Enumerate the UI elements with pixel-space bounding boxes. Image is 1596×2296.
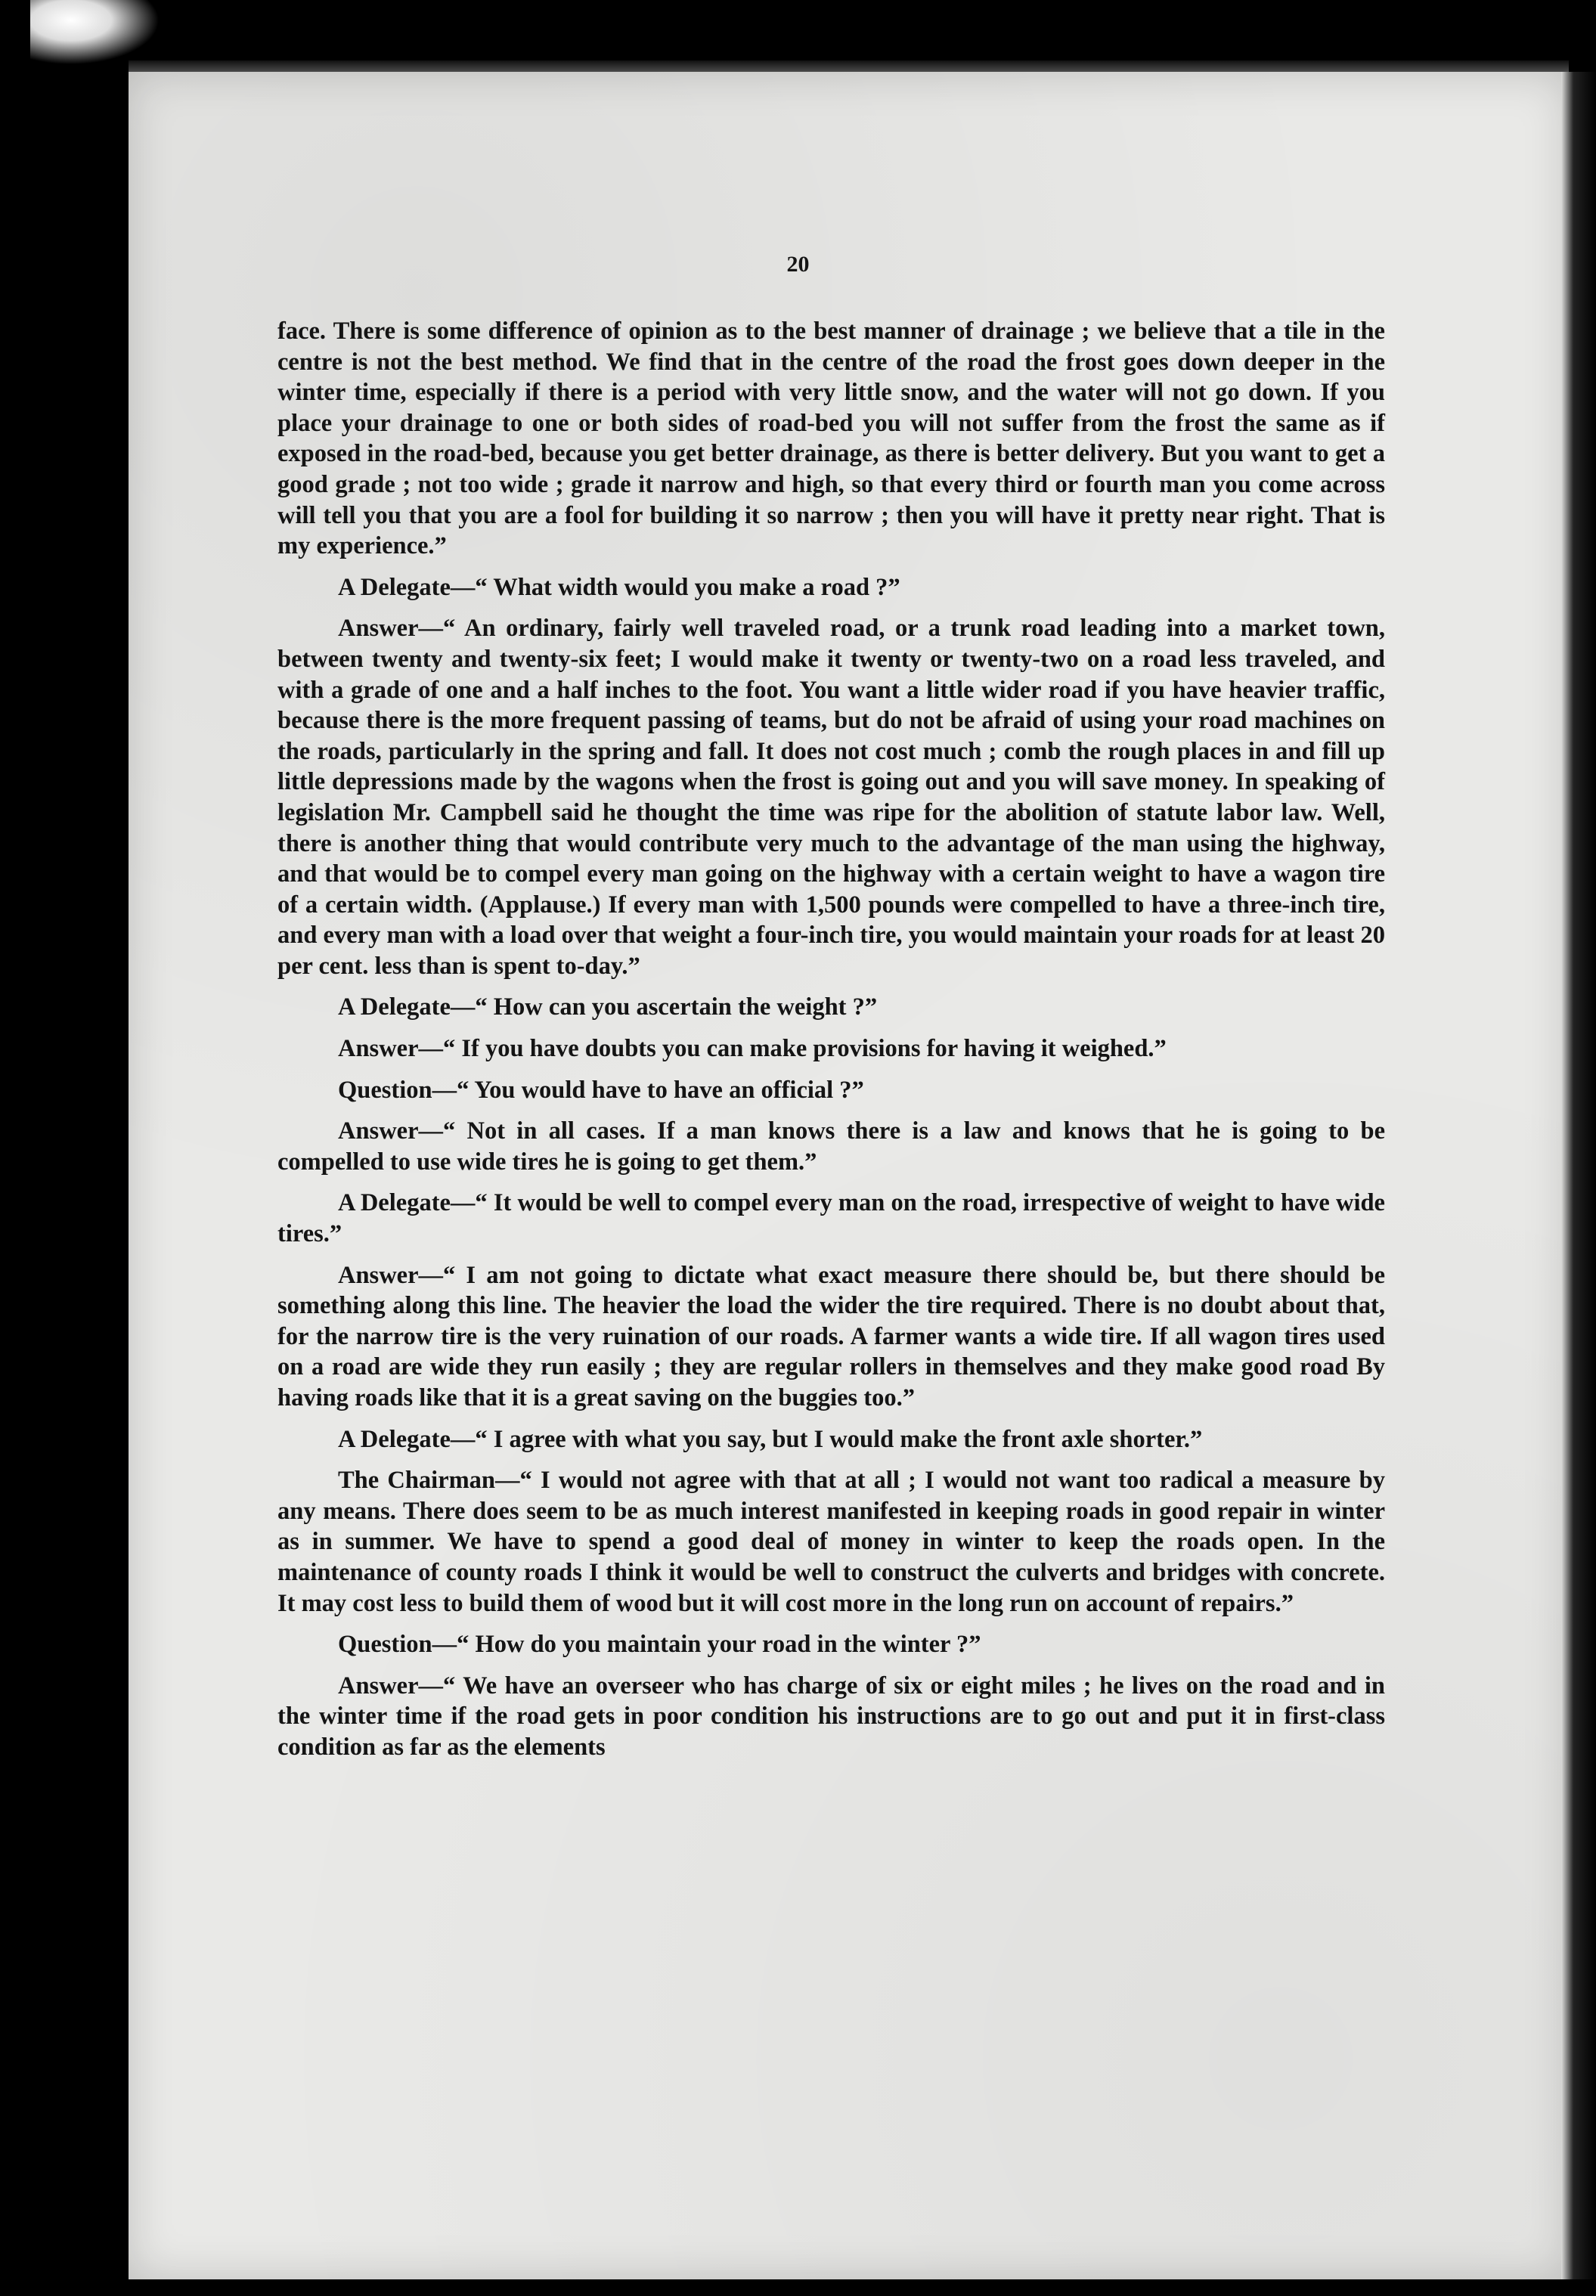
paragraph-11: The Chairman—“ I would not agree with that at all ; I would not want too radical a measure by any means. There does seem to be as much interest manifested in keeping roads in good repair in winter as in summer. We have to spend a good deal of money in winter to keep the roads open. In the maintenance of county roads I think it would be well to construct the culverts and bridges with concrete. It may cost less to build them of wood but it will cost more in the long run on account of repairs.” [277, 1467, 1385, 1617]
paragraph-4: A Delegate—“ How can you ascertain the weight ?” [338, 993, 878, 1021]
paragraph-3: Answer—“ An ordinary, fairly well traveled road, or a trunk road leading into a market town, between twenty and twenty-six feet; I would make it twenty or twenty-two on a road less traveled, and with a grade of one and a half inches to the foot. You want a little wider road if you have heavier traffic, because there is the more frequent passing of teams, but do not be afraid of using your road machines on the roads, particularly in the spring and fall. It does not cost much ; comb the rough places in and fill up little depressions made by the wagons when the frost is going out and you will save money. In speaking of legislation Mr. Campbell said he thought the time was ripe for the abolition of statute labor law. Well, there is another thing that would contribute very much to the advantage of the man using the highway, and that would be to compel every man going on the highway with a certain weight to have a wagon tire of a certain width. (Applause.) If every man with 1,500 pounds were compelled to have a three-inch tire, and every man with a load over that weight a four-inch tire, you would maintain your roads for at least 20 per cent. less than is spent to-day.” [277, 615, 1385, 980]
paragraph-10: A Delegate—“ I agree with what you say, but I would make the front axle shorter.” [338, 1425, 1203, 1453]
scan-corner-tear [30, 0, 166, 68]
paragraph-1: face. There is some difference of opinion as to the best manner of drainage ; we believe that a tile in the centre is not the best method. We find that in the centre of the road the frost goes down deeper in the winter time, especially if there is a period with very little snow, and the water will not go down. If you place your drainage to one or both sides of road-bed you will not suffer from the frost the same as if exposed in the road-bed, because you get better drainage, as there is better delivery. But you want to get a good grade ; not too wide ; grade it narrow and high, so that every third or fourth man you come across will tell you that you are a fool for building it so narrow ; then you will have it pretty near right. That is my experience.” [277, 318, 1385, 560]
paragraph-13: Answer—“ We have an overseer who has charge of six or eight miles ; he lives on the road and in the winter time if the road gets in poor condition his instructions are to go out and put it in first-class condition as far as the elements [277, 1672, 1385, 1761]
paragraph-12: Question—“ How do you maintain your road in the winter ?” [338, 1631, 981, 1659]
paragraph-6: Question—“ You would have to have an official ?” [338, 1076, 864, 1104]
paragraph-5: Answer—“ If you have doubts you can make provisions for having it weighed.” [338, 1035, 1167, 1063]
paragraph-7: Answer—“ Not in all cases. If a man knows there is a law and knows that he is going to be compelled to use wide tires he is going to get them.” [277, 1117, 1385, 1176]
paragraph-8: A Delegate—“ It would be well to compel every man on the road, irrespective of weight to have wide tires.” [277, 1189, 1385, 1248]
page-number: 20 [786, 252, 810, 277]
page-text-body [277, 316, 1385, 1774]
paragraph-2: A Delegate—“ What width would you make a road ?” [338, 573, 900, 601]
paragraph-9: Answer—“ I am not going to dictate what exact measure there should be, but there should be something along this line. The heavier the load the wider the tire required. There is no doubt about that, for the narrow tire is the very ruination of our roads. A farmer wants a wide tire. If all wagon tires used on a road are wide they run easily ; they are regular rollers in themselves and they make good road By having roads like that it is a great saving on the buggies too.” [277, 1261, 1385, 1411]
scan-right-edge [1561, 72, 1596, 2279]
